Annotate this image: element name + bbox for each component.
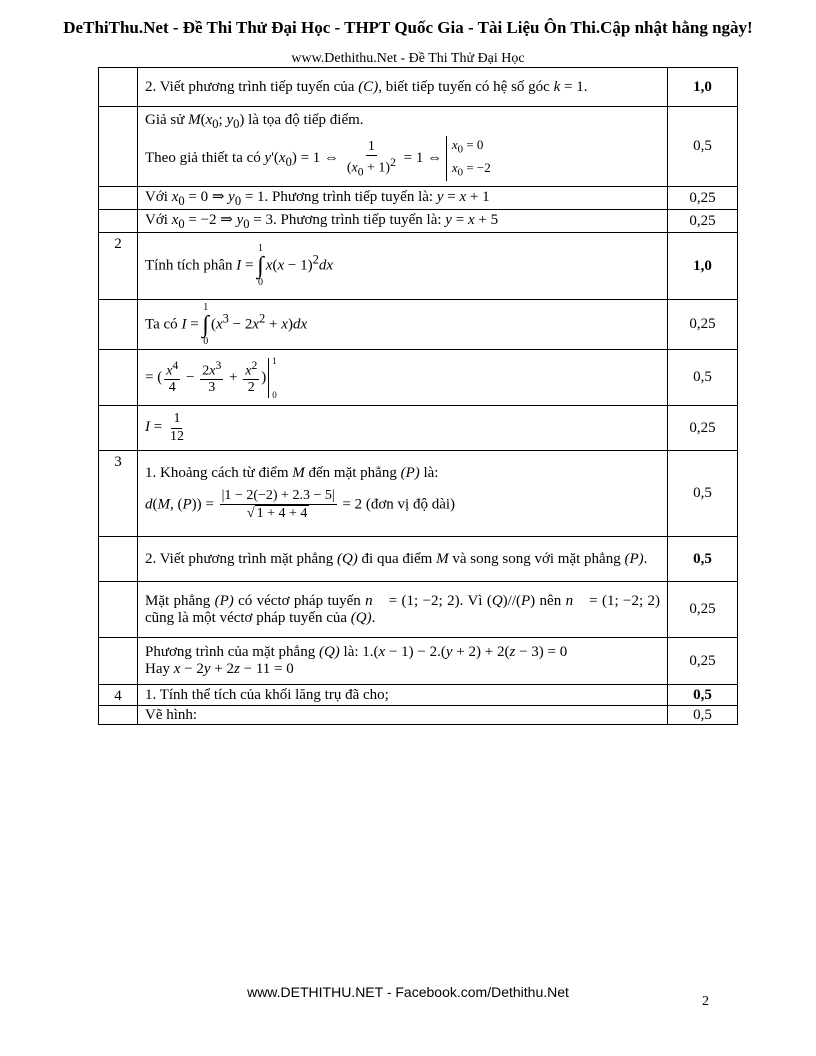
score-cell: 0,5 [668,350,738,406]
table-row: 2. Viết phương trình tiếp tuyến của (C), biết tiếp tuyến có hệ số góc k = 1. 1,0 [99,68,738,107]
score-cell: 0,25 [668,638,738,685]
page-header-subtitle: www.Dethithu.Net - Đề Thi Thử Đại Học [291,51,525,66]
page-header-title: DeThiThu.Net - Đề Thi Thử Đại Học - THPT Quốc Gia - Tài Liệu Ôn Thi.Cập nhật hằng ngày! [63,18,753,37]
table-row: Phương trình của mặt phẳng (Q) là: 1.(x − 1) − 2.(y + 2) + 2(z − 3) = 0 Hay x − 2y + 2z − 11 = 0 0,25 [99,638,738,685]
table-row: 4 1. Tính thể tích của khối lăng trụ đã cho; 0,5 [99,685,738,706]
question-number: 3 [99,451,138,537]
table-row: Ta có I = 1 ∫ 0 $(x^3 - 2x^2 + x)dx$ 0,25 [99,300,738,350]
score-cell: 0,5 [668,685,738,706]
score-cell: 0,5 [668,537,738,582]
score-cell: 1,0 [668,68,738,107]
score-cell: 0,25 [668,187,738,210]
score-cell: 0,25 [668,210,738,233]
table-row: = ( $\frac{x^4}{4}$ − $\frac{2x^3}{3}$ + $\frac{x^2}{2}$ ) 1 0 0,5 [99,350,738,406]
score-cell: 1,0 [668,233,738,300]
table-row: Vẽ hình: 0,5 [99,706,738,725]
question-number: 4 [99,685,138,706]
page-footer: www.DETHITHU.NET - Facebook.com/Dethithu.Net [247,984,569,1000]
solution-table [98,67,738,725]
table-row: I = $\frac{1}{12}$ 0,25 [99,406,738,451]
score-cell: 0,25 [668,582,738,638]
score-cell: 0,5 [668,451,738,537]
question-number: 2 [99,233,138,300]
table-row: 2. Viết phương trình mặt phẳng (Q) đi qua điểm M và song song với mặt phẳng (P). 0,5 [99,537,738,582]
table-row: Giả sử $M(x_0$; $y_0$) là tọa độ tiếp điểm. Theo giả thiết ta có $y'(x_0) = 1$ ⇔ $\frac{1}{(x_0 + 1)^2}$ = 1 ⇔ $x_0 = 0$ $x_0 = -2$ 0,5 [99,107,738,187]
table-row: Mặt phẳng (P) có véctơ pháp tuyến n⃗ = (1; −2; 2). Vì (Q)//(P) nên n⃗ = (1; −2; 2) cũng là một véctơ pháp tuyến của (Q). 0,25 [99,582,738,638]
page-number: 2 [702,994,709,1009]
score-cell: 0,25 [668,300,738,350]
table-row: Với $x_0 = -2$ ⇒ $y_0 = 3$. Phương trình tiếp tuyến là: y = x + 5 0,25 [99,210,738,233]
table-row: 3 1. Khoảng cách từ điểm M đến mặt phẳng (P) là: d(M, (P)) = $\frac{|1 - 2(-2) + 2.3 - 5|}{√ 1 + 4 + 4}$ = 2 (đơn vị độ dài) 0,5 [99,451,738,537]
table-row: 2 Tính tích phân I = 1 ∫ 0 $x(x - 1)^2dx$ 1,0 [99,233,738,300]
table-row: Với $x_0 = 0$ ⇒ $y_0 = 1$. Phương trình tiếp tuyến là: y = x + 1 0,25 [99,187,738,210]
score-cell: 0,5 [668,706,738,725]
score-cell: 0,25 [668,406,738,451]
score-cell: 0,5 [668,107,738,187]
